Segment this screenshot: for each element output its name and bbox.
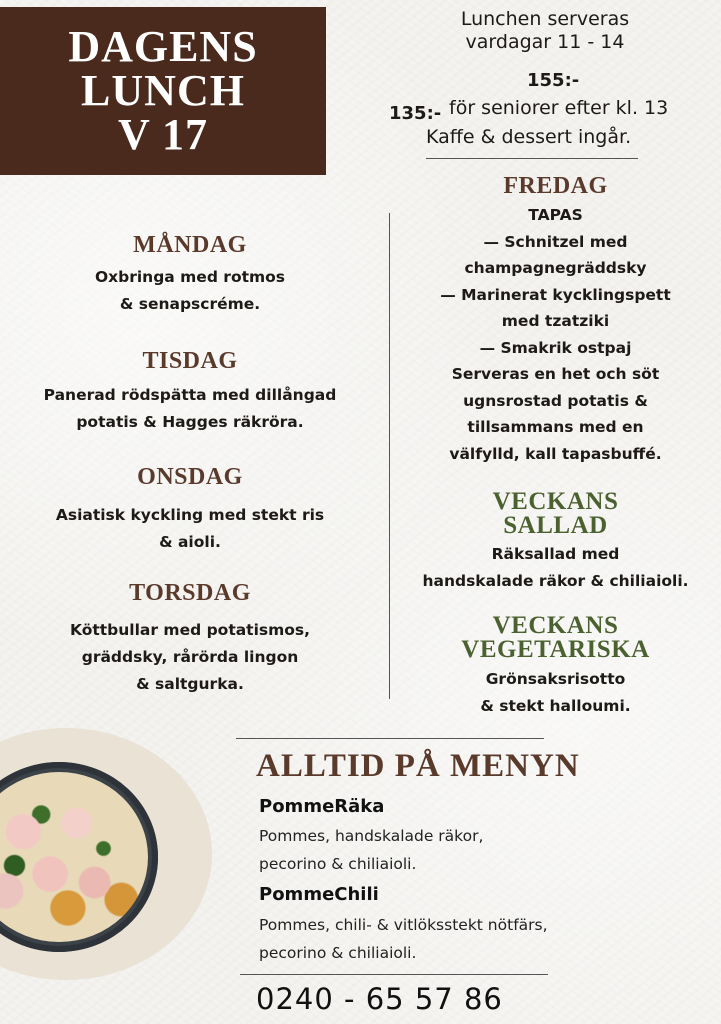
menu-bottom-divider: [240, 974, 548, 975]
monday-menu: [10, 264, 370, 318]
included-text: Kaffe & dessert ingår.: [426, 126, 632, 148]
menu-top-divider: [236, 738, 544, 739]
friday-line-10: välfylld, kall tapasbuffé.: [449, 444, 662, 463]
tuesday-line-1: Panerad rödspätta med dillångad: [43, 386, 337, 404]
monday-heading: MÅNDAG: [133, 232, 247, 258]
weekly-veg-menu: [398, 666, 713, 720]
always-menu-title: ALLTID PÅ MENYN: [256, 748, 580, 784]
weekly-salad-heading-1: VECKANS: [492, 488, 619, 515]
weekly-veg-heading-2: VEGETARISKA: [461, 636, 650, 663]
item-desc-pommeraka: [259, 822, 483, 878]
weekly-veg-line-2: & stekt halloumi.: [480, 697, 631, 715]
phone-number[interactable]: 0240 - 65 57 86: [256, 982, 503, 1016]
friday-line-3: champagnegräddsky: [464, 259, 647, 277]
weekly-salad-heading: [398, 490, 713, 538]
thursday-line-1: Köttbullar med potatismos,: [69, 621, 311, 639]
friday-line-2: — Schnitzel med: [483, 232, 628, 251]
title-line-3: V 17: [118, 110, 208, 159]
tuesday-line-2: potatis & Hagges räkröra.: [76, 413, 304, 431]
wednesday-line-2: & aioli.: [159, 533, 221, 551]
wednesday-menu: [10, 502, 370, 556]
weekly-veg-heading-1: VECKANS: [492, 612, 619, 639]
column-divider: [389, 213, 390, 699]
served-line-1: Lunchen serveras: [460, 8, 630, 30]
friday-menu: [398, 202, 713, 467]
wednesday-line-1: Asiatisk kyckling med stekt ris: [55, 506, 325, 524]
weekly-veg-heading: [398, 614, 713, 662]
weekly-veg-line-1: Grönsaksrisotto: [485, 670, 626, 688]
senior-text: för seniorer efter kl. 13: [449, 97, 669, 119]
tuesday-menu: [10, 382, 370, 436]
price: 155:-: [527, 70, 580, 91]
friday-line-9: tillsammans med en: [467, 418, 644, 436]
weekly-salad-line-2: handskalade räkor & chiliaioli.: [422, 572, 689, 590]
friday-heading: FREDAG: [503, 173, 608, 199]
item-name-pommechili: PommeChili: [259, 884, 379, 905]
friday-line-4: — Marinerat kycklingspett: [440, 285, 671, 304]
thursday-line-2: gräddsky, rårörda lingon: [81, 648, 299, 666]
friday-line-8: ugnsrostad potatis &: [463, 391, 648, 410]
title-line-2: LUNCH: [81, 66, 245, 115]
friday-line-6: — Smakrik ostpaj: [479, 338, 632, 357]
tuesday-heading: TISDAG: [142, 348, 238, 374]
weekly-salad-menu: [398, 541, 713, 595]
pommechili-line-1: Pommes, chili- & vitlöksstekt nötfärs,: [259, 916, 548, 934]
pommechili-line-2: pecorino & chiliaioli.: [259, 944, 417, 962]
friday-line-1: TAPAS: [528, 206, 583, 224]
weekly-salad-heading-2: SALLAD: [503, 512, 608, 539]
info-divider: [426, 158, 638, 159]
senior-price: 135:-: [389, 103, 442, 124]
title-line-1: DAGENS: [68, 22, 258, 71]
item-name-pommeraka: PommeRäka: [259, 796, 385, 817]
item-desc-pommechili: [259, 911, 548, 967]
monday-line-1: Oxbringa med rotmos: [94, 268, 286, 286]
served-line-2: vardagar 11 - 14: [465, 31, 625, 53]
friday-line-5: med tzatziki: [501, 312, 610, 330]
weekly-salad-line-1: Räksallad med: [491, 545, 620, 563]
thursday-heading: TORSDAG: [129, 580, 251, 606]
monday-line-2: & senapscréme.: [119, 295, 261, 313]
title-block: [0, 7, 326, 175]
thursday-line-3: & saltgurka.: [136, 675, 244, 693]
pommeraka-line-1: Pommes, handskalade räkor,: [259, 827, 484, 845]
info-block: [380, 8, 710, 54]
wednesday-heading: ONSDAG: [137, 464, 243, 490]
friday-line-7: Serveras en het och söt: [451, 365, 660, 383]
pommeraka-line-2: pecorino & chiliaioli.: [259, 855, 417, 873]
thursday-menu: [10, 617, 370, 698]
